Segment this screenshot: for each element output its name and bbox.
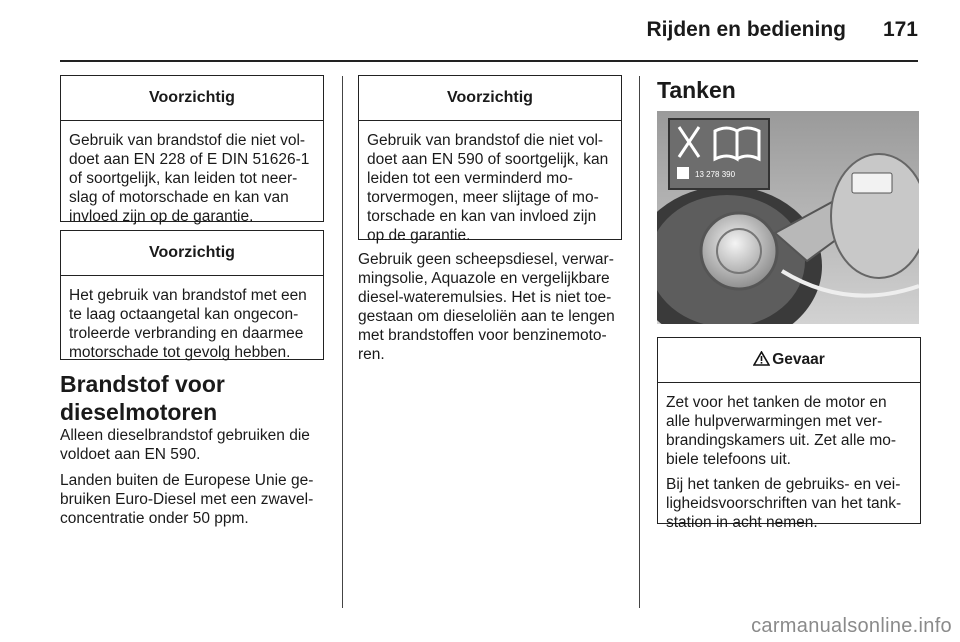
page-number: 171 xyxy=(882,18,918,41)
danger-text xyxy=(658,383,920,542)
label-code: 13 278 390 xyxy=(695,170,736,179)
danger-box-refueling xyxy=(657,337,921,531)
caution-paragraph: Het gebruik van brandstof met een te laag octaangetal kan ongecon-troleerde verbranding en daarmee motorschade tot gevolg hebben. xyxy=(69,287,307,361)
diesel-text xyxy=(60,426,328,535)
page-header xyxy=(60,0,918,62)
caution-title: Voorzichtig xyxy=(61,76,323,121)
caution-text xyxy=(61,276,323,372)
section-title: Rijden en bediening xyxy=(646,18,846,41)
caution-box-diesel-standard xyxy=(358,75,622,244)
paragraph: Alleen dieselbrandstof gebruiken die voldoet aan EN 590. xyxy=(60,427,310,463)
caution-box-octane xyxy=(60,230,324,360)
caution-text xyxy=(359,121,621,255)
caution-text xyxy=(61,121,323,236)
fuel-filler-photo xyxy=(657,111,919,324)
danger-header xyxy=(658,338,920,383)
watermark: carmanualsonline.info xyxy=(751,615,952,637)
column-divider xyxy=(342,76,343,608)
column-divider xyxy=(639,76,640,608)
section-heading-tanken: Tanken xyxy=(657,77,736,103)
caution-box-fuel-standard xyxy=(60,75,324,225)
diesel-emulsion-text xyxy=(358,250,632,371)
danger-paragraph: Bij het tanken de gebruiks- en vei-ligheidsvoorschriften van het tank-station in acht nemen. xyxy=(666,476,902,531)
caution-title: Voorzichtig xyxy=(359,76,621,121)
paragraph: Landen buiten de Europese Unie ge-bruiken Euro-Diesel met een zwavel-concentratie onder 50 ppm. xyxy=(60,472,314,527)
danger-title: Gevaar xyxy=(772,351,825,368)
caution-paragraph: Gebruik van brandstof die niet vol-doet aan EN 590 of soortgelijk, kan leiden tot een verminderd mo-torvermogen, meer slijtage of mo-torschade en kan van invloed zijn op de garantie. xyxy=(367,132,609,244)
caution-title: Voorzichtig xyxy=(61,231,323,276)
section-heading-diesel: Brandstof voor dieselmotoren xyxy=(60,371,225,425)
caution-paragraph: Gebruik van brandstof die niet vol-doet aan EN 228 of E DIN 51626-1 of soortgelijk, kan leiden tot neer-slag of motorschade en kan van invloed zijn op de garantie. xyxy=(69,132,310,225)
danger-paragraph: Zet voor het tanken de motor en alle hulpverwarmingen met ver-brandingskamers uit. Zet alle mo-biele telefoons uit. xyxy=(666,394,897,468)
warning-triangle-icon xyxy=(753,340,770,384)
paragraph: Gebruik geen scheepsdiesel, verwar-mingsolie, Aquazole en vergelijkbare diesel-wateremulsies. Het is niet toe-gestaan om dieseloliën aan te lengen met brandstoffen voor benzinemoto-ren. xyxy=(358,251,615,363)
